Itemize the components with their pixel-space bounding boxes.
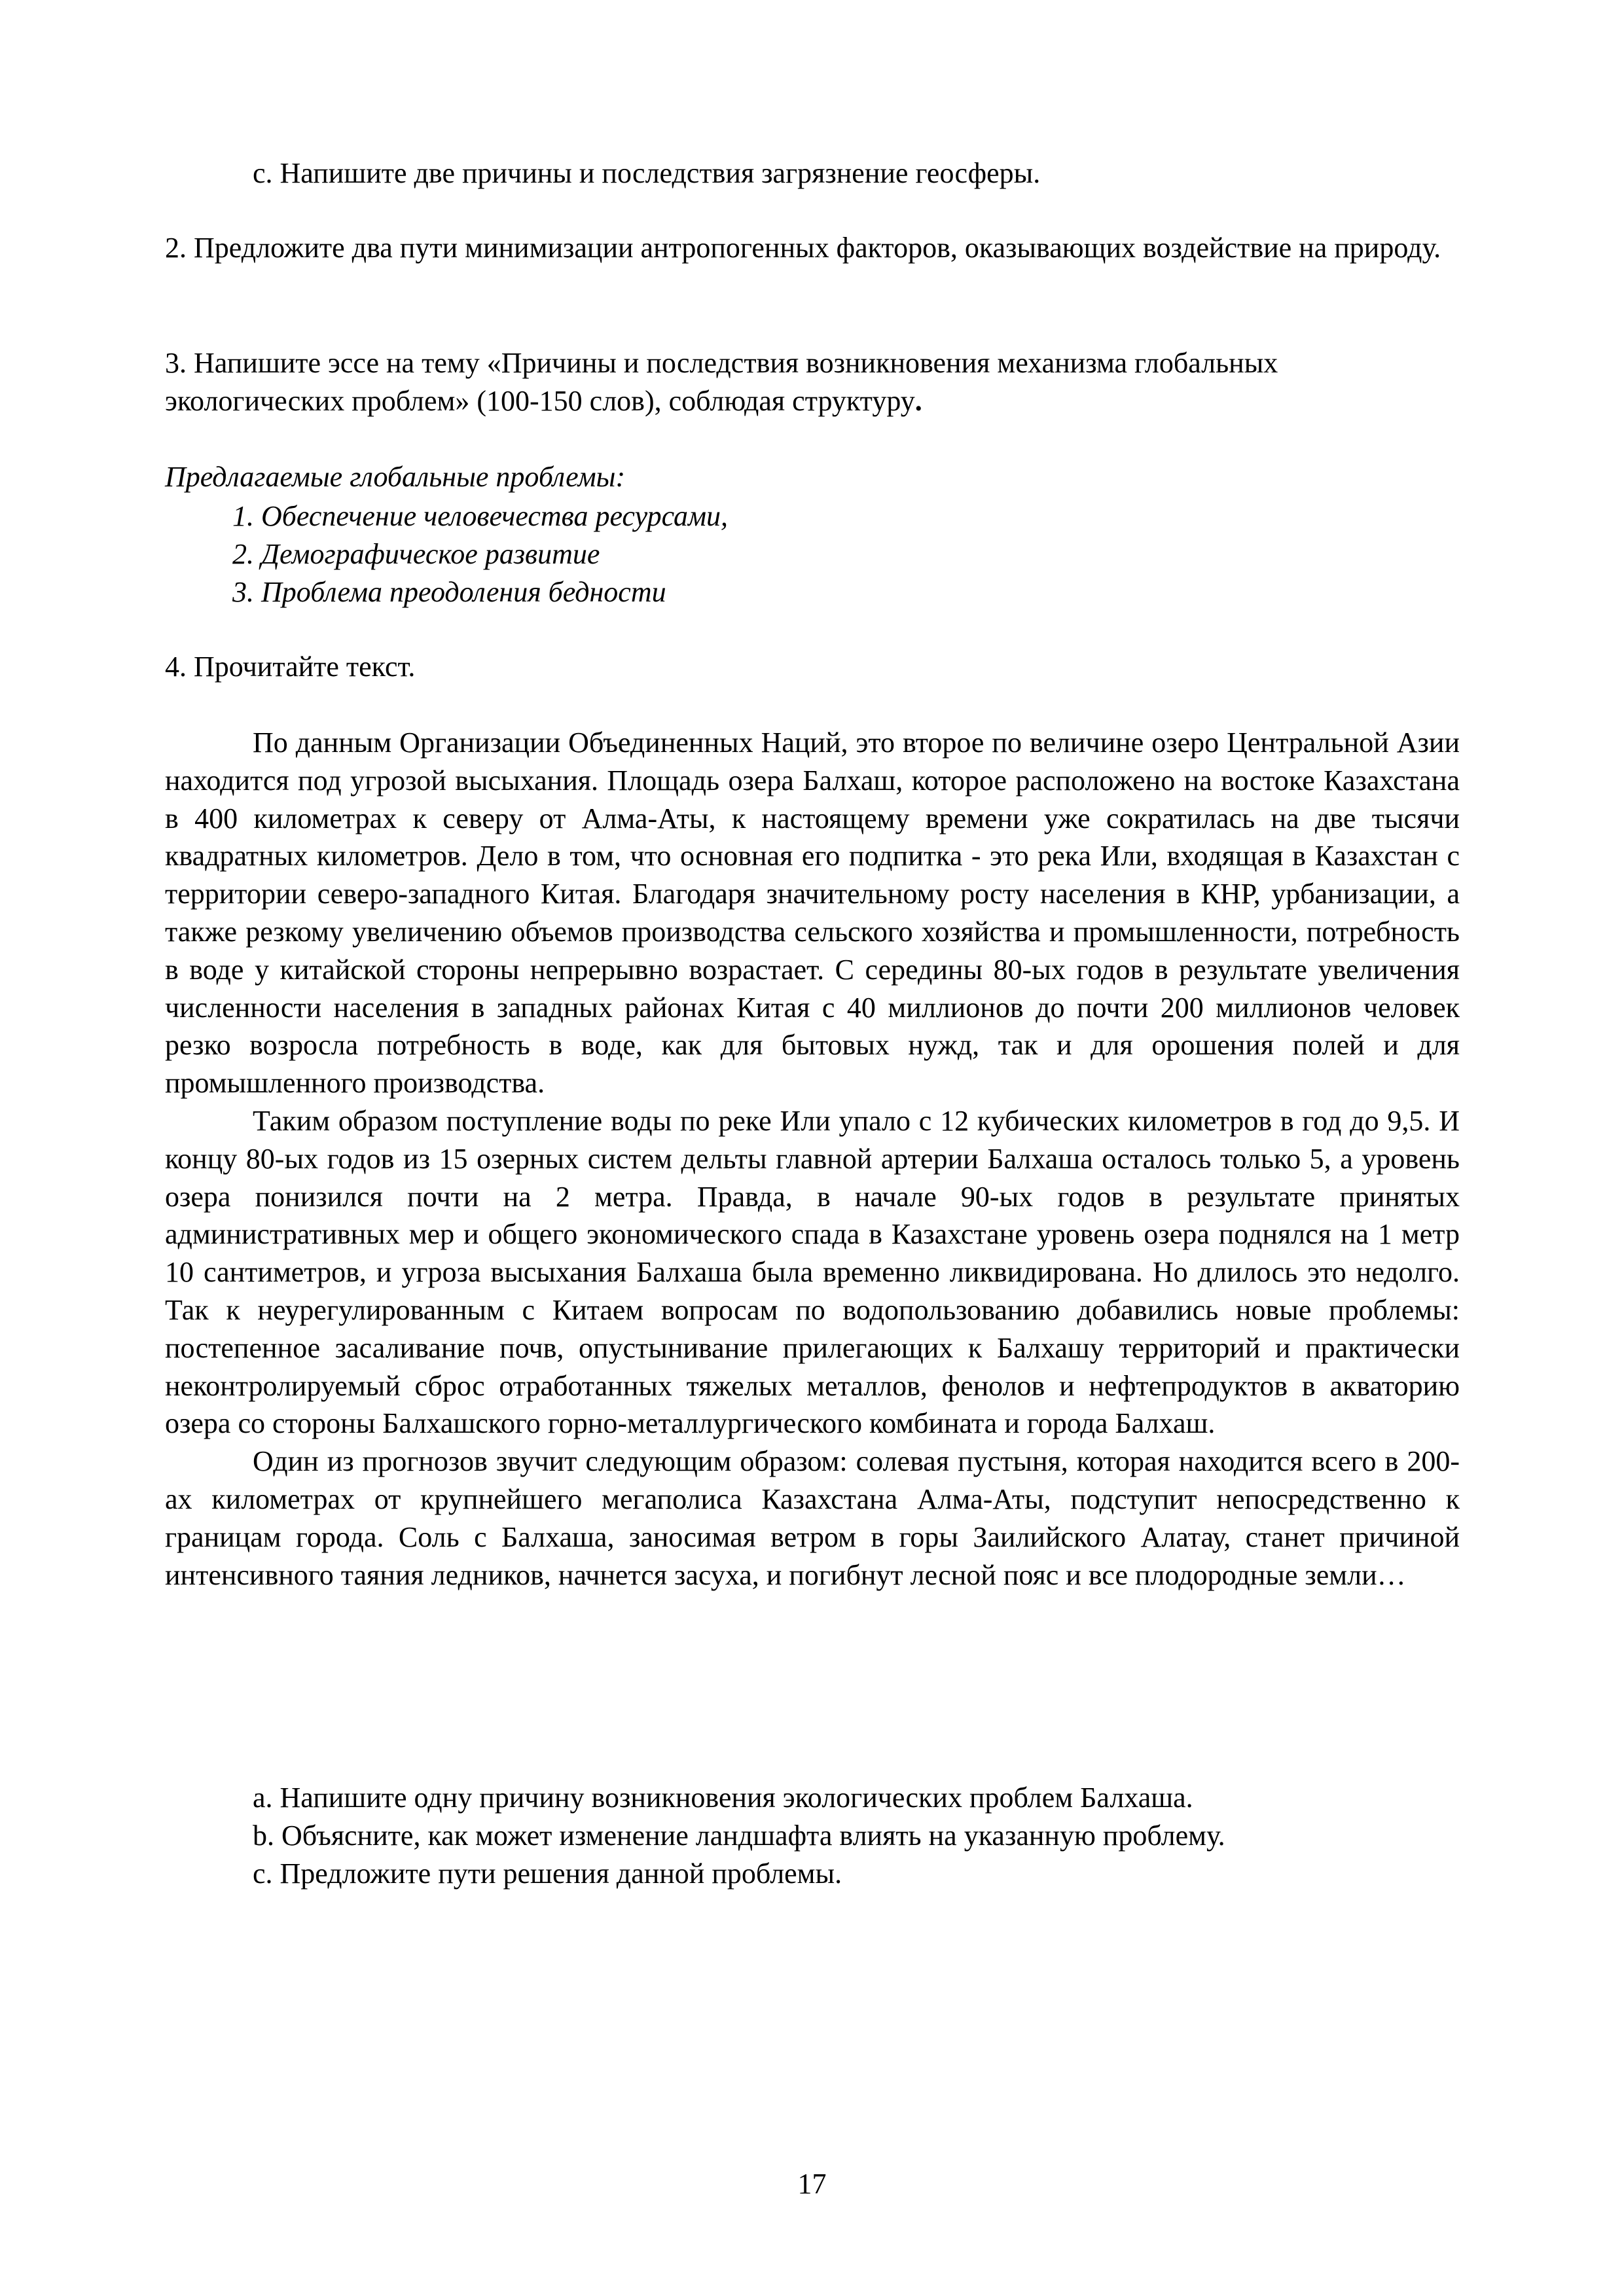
page-number: 17 bbox=[797, 2168, 827, 2200]
task-item: c. Предложите пути решения данной проблемы. bbox=[253, 1857, 842, 1890]
reading-passage bbox=[165, 724, 1460, 1594]
passage-paragraph: По данным Организации Объединенных Наций, это второе по величине озеро Центральной Азии находится под угрозой высыхания. Площадь озера Балхаш, которое расположено на востоке Казахстана в 400 километрах к северу от Алма-Аты, к настоящему времени уже сократилась на две тысячи квадратных километров. Дело в том, что основная его подпитка - это река Или, входящая в Казахстан с территории северо-западного Китая. Благодаря значительному росту населения в КНР, урбанизации, а также резкому увеличению объемов производства сельского хозяйства и промышленности, потребность в воде у китайской стороны непрерывно возрастает. С середины 80-ых годов в результате увеличения численности населения в западных районах Китая с 40 миллионов до почти 200 миллионов человек резко возросла потребность в воде, как для бытовых нужд, так и для орошения полей и для промышленного производства. bbox=[165, 726, 1460, 1100]
task-item: a. Напишите одну причину возникновения экологических проблем Балхаша. bbox=[253, 1782, 1193, 1814]
question-3-text: 3. Напишите эссе на тему «Причины и последствия возникновения механизма глобальных экологических проблем» (100-150 слов), соблюдая структуру bbox=[165, 347, 1278, 417]
problems-intro: Предлагаемые глобальные проблемы: bbox=[165, 461, 626, 493]
question-3-end: . bbox=[914, 385, 922, 417]
problem-item: 2. Демографическое развитие bbox=[232, 538, 600, 570]
passage-paragraph: Таким образом поступление воды по реке Или упало с 12 кубических километров в год до 9,5. И концу 80-ых годов из 15 озерных систем дельты главной артерии Балхаша осталось только 5, а уровень озера понизился почти на 2 метра. Правда, в начале 90-ых годов в результате принятых административных мер и общего экономического спада в Казахстане уровень озера поднялся на 1 метр 10 сантиметров, и угроза высыхания Балхаша была временно ликвидирована. Но длилось это недолго. Так к неурегулированным с Китаем вопросам по водопользованию добавились новые проблемы: постепенное засаливание почв, опустынивание прилегающих к Балхашу территорий и практически неконтролируемый сброс отработанных тяжелых металлов, фенолов и нефтепродуктов в акваторию озера со стороны Балхашского горно-металлургического комбината и города Балхаш. bbox=[165, 1104, 1460, 1440]
question-2: 2. Предложите два пути минимизации антропогенных факторов, оказывающих воздействие на природу. bbox=[165, 232, 1441, 264]
task-c-geosphere: c. Напишите две причины и последствия загрязнение геосферы. bbox=[253, 157, 1041, 189]
problems-list bbox=[232, 497, 728, 611]
passage-tasks bbox=[253, 1779, 1225, 1893]
problem-item: 3. Проблема преодоления бедности bbox=[232, 576, 666, 608]
question-3 bbox=[165, 344, 1460, 420]
question-4: 4. Прочитайте текст. bbox=[165, 651, 416, 683]
passage-paragraph: Один из прогнозов звучит следующим образом: солевая пустыня, которая находится всего в 200-ах километрах от крупнейшего мегаполиса Казахстана Алма-Аты, подступит непосредственно к границам города. Соль с Балхаша, заносимая ветром в горы Заилийского Алатау, станет причиной интенсивного таяния ледников, начнется засуха, и погибнут лесной пояс и все плодородные земли… bbox=[165, 1445, 1460, 1591]
task-item: b. Объясните, как может изменение ландшафта влиять на указанную проблему. bbox=[253, 1820, 1225, 1852]
problem-item: 1. Обеспечение человечества ресурсами, bbox=[232, 500, 729, 532]
